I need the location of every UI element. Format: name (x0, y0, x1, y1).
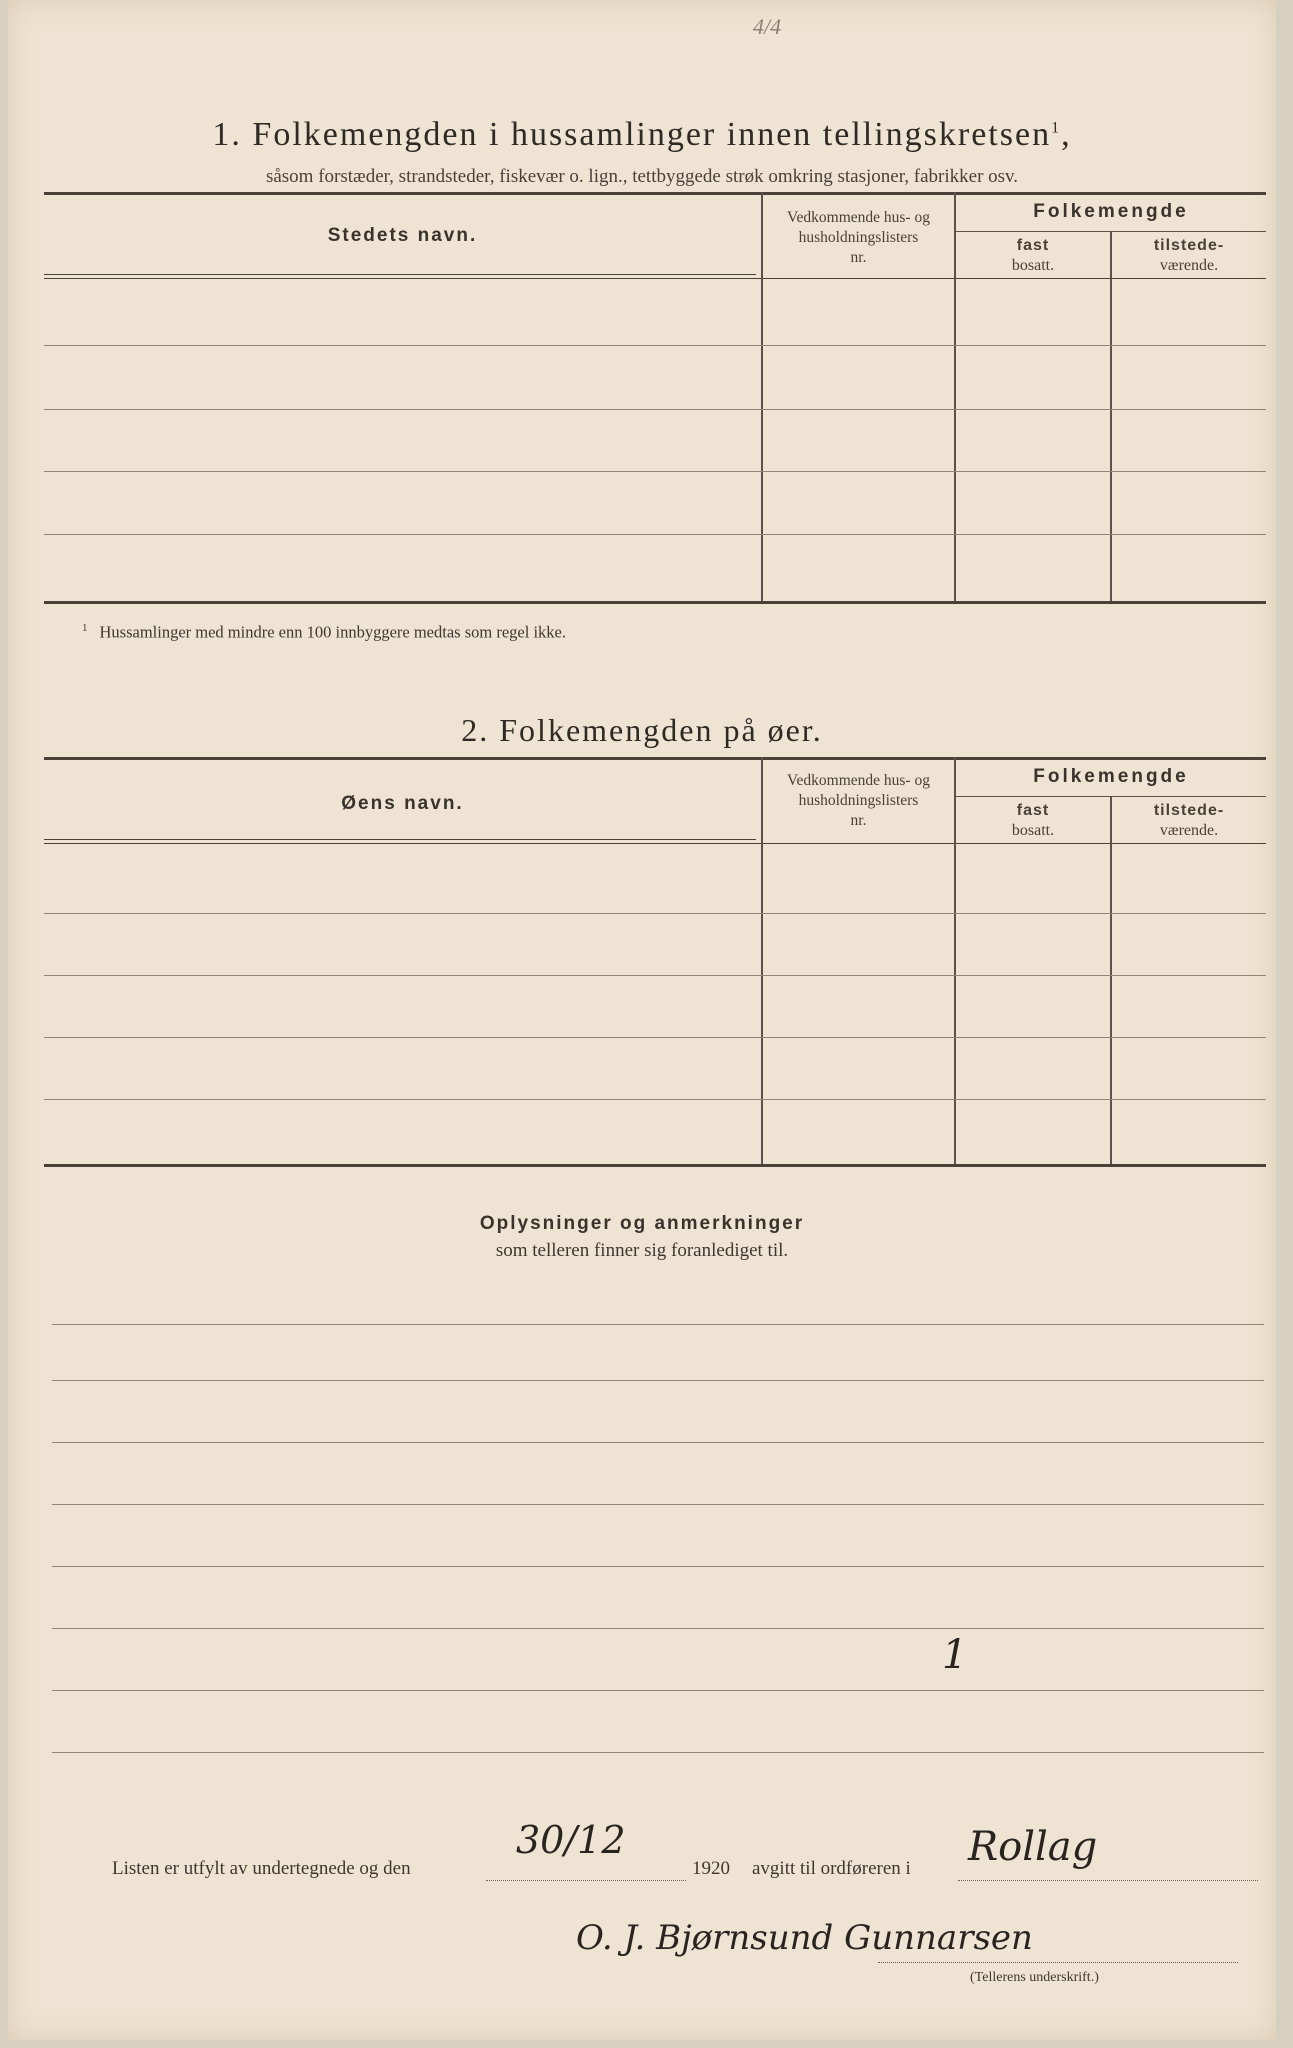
col-header-list-number (763, 208, 954, 268)
section1-footnote (82, 622, 566, 643)
handwritten-date: 30/12 (516, 1818, 626, 1862)
col-header-list-line2: husholdningslisters (798, 792, 919, 809)
col-divider-3 (1110, 797, 1112, 1164)
col-header-place-name: Stedets navn. (327, 225, 478, 246)
section1-title (8, 116, 1276, 154)
notes-line (52, 1628, 1264, 1629)
col-header-resident-line2: bosatt. (1011, 257, 1055, 274)
notes-line (52, 1690, 1264, 1691)
place-dotted-line (958, 1880, 1258, 1881)
table-bottom-rule (44, 1164, 1266, 1167)
notes-title: Oplysninger og anmerkninger (479, 1213, 805, 1234)
col-header-resident-line1: fast (1016, 802, 1050, 819)
col-header-list-line2: husholdningslisters (798, 229, 919, 246)
section1-subtitle: såsom forstæder, strandsteder, fiskevær o. lign., tettbyggede strøk omkring stasjoner, fabrikker osv. (265, 166, 1019, 187)
table-row-rule (44, 471, 1266, 472)
table-row-rule (44, 913, 1266, 914)
table-row-rule (44, 345, 1266, 346)
col-header-list-line3: nr. (850, 812, 867, 829)
col-header-present-line1: tilstede- (1153, 237, 1225, 254)
handwritten-signature: O. J. Bjørnsund Gunnarsen (576, 1918, 1033, 1958)
footnote-marker: 1 (82, 622, 88, 634)
table-top-rule (44, 192, 1266, 195)
col-header-resident (956, 801, 1110, 841)
section1-title-footnote-ref: 1 (1051, 119, 1062, 137)
census-form-page (8, 0, 1276, 2040)
col-header-population: Folkemengde (1033, 766, 1189, 787)
notes-line (52, 1380, 1264, 1381)
notes-line (52, 1566, 1264, 1567)
col-header-resident-line2: bosatt. (1011, 822, 1055, 839)
notes-subtitle: som telleren finner sig foranlediget til. (495, 1240, 789, 1261)
signature-prefix: Listen er utfylt av undertegnede og den (112, 1858, 411, 1879)
col-header-list-line1: Vedkommende hus- og (787, 209, 930, 226)
col-header-resident-line1: fast (1016, 237, 1050, 254)
handwritten-mark: 1 (942, 1632, 968, 1678)
section1-title-tail: , (1061, 116, 1072, 153)
col-divider-3 (1110, 232, 1112, 601)
table-row-rule (44, 409, 1266, 410)
col-header-list-line1: Vedkommende hus- og (787, 772, 930, 789)
col-header-resident (956, 236, 1110, 276)
header-rule-2 (44, 278, 1266, 279)
folk-subheader-rule (956, 796, 1266, 797)
table-bottom-rule (44, 601, 1266, 604)
table-top-rule (44, 757, 1266, 760)
signature-middle: avgitt til ordføreren i (752, 1858, 911, 1879)
handwritten-place: Rollag (968, 1824, 1098, 1870)
table-row-rule (44, 1037, 1266, 1038)
col-header-present-line2: værende. (1159, 822, 1219, 839)
col-header-present (1112, 236, 1266, 276)
notes-line (52, 1324, 1264, 1325)
header-rule (44, 274, 756, 275)
col-header-present-line1: tilstede- (1153, 802, 1225, 819)
table-row-rule (44, 534, 1266, 535)
footnote-text: Hussamlinger med mindre enn 100 innbyggere medtas som regel ikke. (99, 622, 566, 642)
table-row-rule (44, 1099, 1266, 1100)
col-header-list-number (763, 771, 954, 831)
col-header-population: Folkemengde (1033, 201, 1189, 222)
table-row-rule (44, 975, 1266, 976)
notes-line (52, 1752, 1264, 1753)
col-header-present-line2: værende. (1159, 257, 1219, 274)
page-corner-mark: 4/4 (753, 14, 782, 39)
section2-table (44, 757, 1266, 1167)
header-rule (44, 839, 756, 840)
notes-line (52, 1442, 1264, 1443)
header-rule-2 (44, 843, 1266, 844)
signature-dotted-line (878, 1962, 1238, 1963)
section2-title: 2. Folkemengden på øer. (461, 712, 823, 748)
section1-table (44, 192, 1266, 604)
section1-title-text: 1. Folkemengden i hussamlinger innen tellingskretsen (212, 116, 1052, 153)
date-dotted-line (486, 1880, 686, 1881)
col-header-list-line3: nr. (850, 249, 867, 266)
signature-year: 1920 (692, 1858, 730, 1879)
col-header-island-name: Øens navn. (341, 793, 464, 814)
signature-caption: (Tellerens underskrift.) (970, 1970, 1099, 1985)
notes-line (52, 1504, 1264, 1505)
col-header-present (1112, 801, 1266, 841)
folk-subheader-rule (956, 231, 1266, 232)
